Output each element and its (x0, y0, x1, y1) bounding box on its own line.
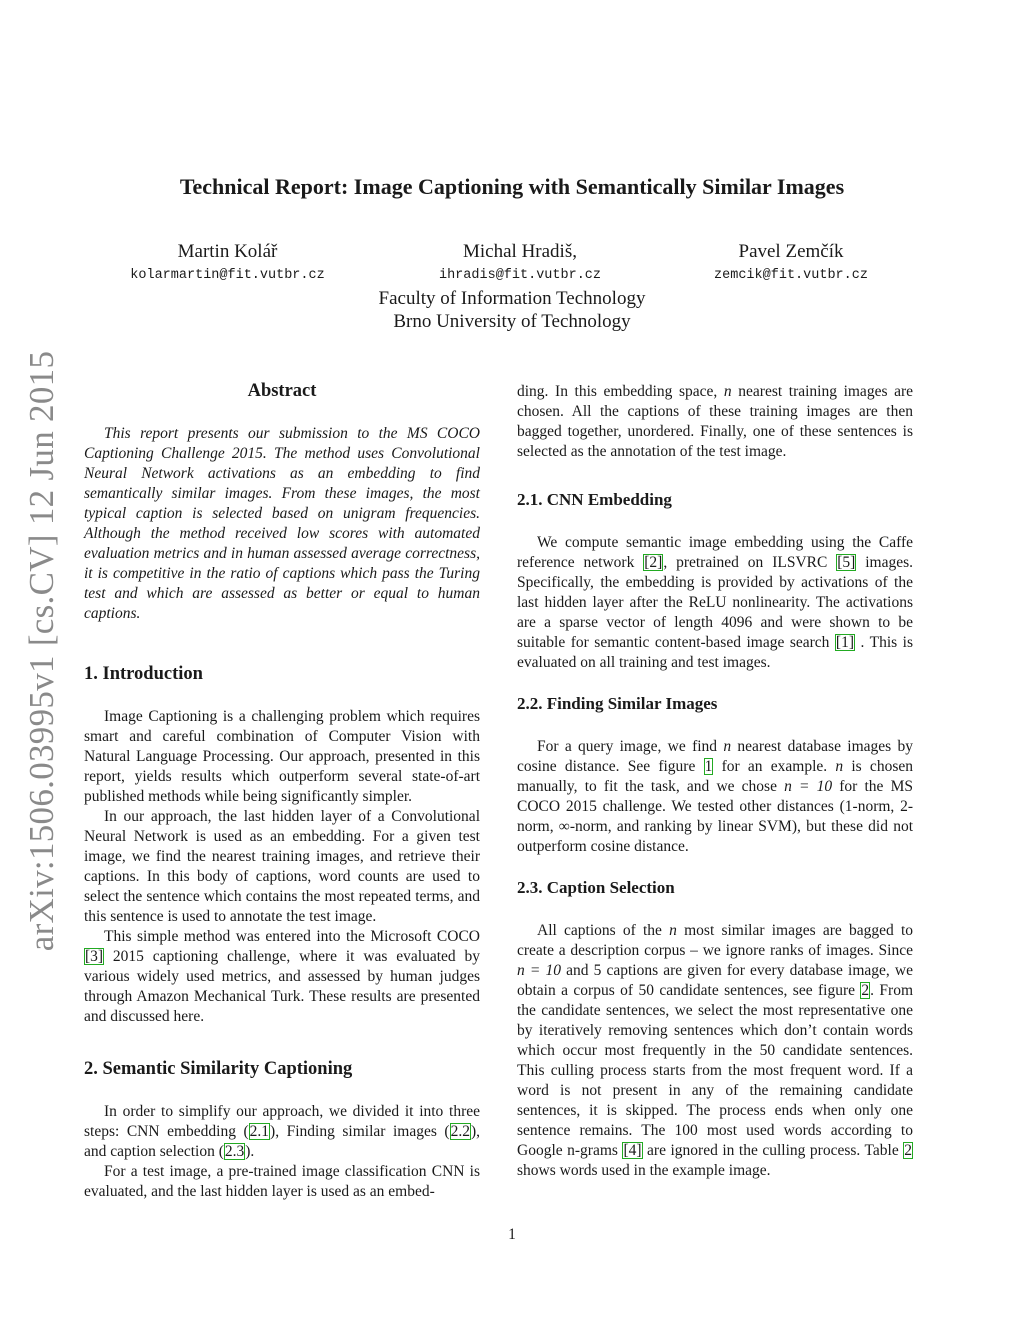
table-link[interactable]: 2 (904, 1142, 912, 1159)
text: We compute semantic image embedding using the Caffe reference network (517, 534, 913, 571)
text: , pretrained on ILSVRC (663, 554, 837, 571)
author-email[interactable]: ihradis@fit.vutbr.cz (438, 268, 602, 283)
affiliation-faculty: Faculty of Information Technology (378, 288, 646, 309)
page-number: 1 (508, 1226, 516, 1243)
cnn-embedding-section (517, 487, 913, 673)
semantic-paragraph-2: For a test image, a pre-trained image classification CNN is evaluated, and the last hidden layer is used as an embed- (84, 1163, 480, 1200)
continued-paragraph (517, 382, 913, 462)
abstract-section (84, 378, 480, 624)
text: candidate sentences, see figure (653, 982, 861, 999)
text: In order to simplify our approach, we divided it into three steps: CNN embedding ( (84, 1103, 480, 1140)
math-equation: n = 10 (517, 962, 561, 979)
caption-selection-paragraph (517, 921, 913, 1181)
finding-similar-paragraph (517, 737, 913, 857)
math-number: 50 (638, 982, 654, 999)
finding-similar-section (517, 691, 913, 857)
text: and were shown to be suitable for semantic content-based image search (517, 614, 914, 651)
cnn-embedding-paragraph (517, 533, 913, 673)
author-block (120, 240, 335, 288)
math-variable: n (723, 738, 732, 755)
text: is chosen manually, to fit the task, and we chose (517, 758, 913, 795)
cnn-embedding-heading: 2.1. CNN Embedding (517, 490, 672, 509)
text: All captions of the (537, 922, 670, 939)
citation-link[interactable]: [1] (835, 634, 854, 651)
citation-link[interactable]: [4] (623, 1142, 642, 1159)
text: most used words according to Google n-grams (517, 1122, 913, 1159)
text: ). (245, 1143, 255, 1160)
text: ), Finding similar images ( (270, 1123, 450, 1140)
author-block (420, 240, 620, 288)
text: . From the candidate sentences, we select the most representative one by iteratively removing sentences which don’t contain words which occur most frequently in the (517, 982, 914, 1059)
math-number: 100 (674, 1122, 698, 1139)
author-name: Martin Kolář (177, 241, 278, 262)
semantic-similarity-section (84, 1056, 480, 1202)
abstract-heading: Abstract (247, 381, 317, 401)
author-email[interactable]: zemcik@fit.vutbr.cz (714, 268, 868, 283)
text: nearest training images are chosen. All the captions of these training images are then bagged together, unordered. Finally, one of these sentences is selected as the annotation of the test image. (517, 383, 913, 460)
math-number: 50 (759, 1042, 776, 1059)
finding-similar-heading: 2.2. Finding Similar Images (517, 694, 718, 713)
text: . This is evaluated on all training and test images. (517, 634, 913, 671)
math-variable: n (669, 922, 677, 939)
introduction-section (84, 661, 480, 1027)
text: ding. In this embedding space, (517, 383, 724, 400)
text: for the MS COCO 2015 challenge. We tested other distances (1-norm, 2-norm, ∞-norm, and ranking by linear SVM), but these did not outperform cosine distance. (517, 778, 913, 855)
intro-paragraph-2: In our approach, the last hidden layer of a Convolutional Neural Network is used as an embedding. For a given test image, we find the nearest training images, and retrieve their captions. In this body of captions, word counts are used to select the sentence which contains the most repeated terms, and this sentence is used to annotate the test image. (84, 808, 480, 925)
math-variable: n (723, 383, 732, 400)
text: and 5 captions are given for every database image, we obtain a corpus of (517, 962, 914, 999)
text: ), and caption selection ( (84, 1123, 480, 1160)
abstract-text: This report presents our submission to the MS COCO Captioning Challenge 2015. The method uses Convolutional Neural Network activations as an embedding to find semantically similar images. From these images, the most typical caption is selected based on unigram frequencies. Although the method received low scores with automated evaluation metrics and in human assessed average correctness, it is competitive in the ratio of captions which pass the Turing test and which are assessed as better or equal to human captions. (84, 425, 480, 622)
arxiv-identifier[interactable]: arXiv:1506.03995v1 [cs.CV] 12 Jun 2015 (22, 350, 61, 952)
intro-paragraph-1: Image Captioning is a challenging problem which requires smart and careful combination of Computer Vision with Natural Language Processing. Our approach, presented in this report, yields results which outperform several state-of-art published methods while being significantly simpler. (84, 708, 480, 805)
citation-link[interactable]: [5] (837, 554, 856, 571)
text: 2015 captioning challenge, where it was evaluated by various widely used metrics, and assessed by human judges through Amazon Mechanical Turk. These results are presented and discussed here. (84, 948, 480, 1025)
citation-link[interactable]: [2] (644, 554, 663, 571)
math-equation: n = 10 (784, 778, 833, 795)
section-link[interactable]: 2.2 (450, 1123, 470, 1140)
author-email[interactable]: kolarmartin@fit.vutbr.cz (130, 268, 325, 283)
author-name: Pavel Zemčík (738, 241, 844, 262)
arxiv-sidebar (2, 350, 82, 952)
semantic-paragraph-1 (84, 1102, 480, 1162)
continued-text (517, 382, 913, 462)
figure-link[interactable]: 2 (861, 982, 870, 999)
author-name: Michal Hradiš, (463, 241, 577, 262)
text: nearest database images by cosine distance. See figure (517, 738, 913, 775)
affiliation-university: Brno University of Technology (393, 311, 631, 332)
figure-link[interactable]: 1 (704, 758, 713, 775)
citation-link[interactable]: [3] (85, 948, 104, 965)
author-block (705, 240, 877, 288)
semantic-similarity-heading: 2. Semantic Similarity Captioning (84, 1059, 353, 1079)
text: images. Specifically, the embedding is provided by activations of the last hidden layer after the ReLU nonlinearity. The activations are a sparse vector of length (517, 554, 913, 631)
caption-selection-section (517, 875, 913, 1181)
math-variable: n (835, 758, 844, 775)
text: are ignored in the culling process. Table (642, 1142, 904, 1159)
section-link[interactable]: 2.1 (249, 1123, 270, 1140)
section-link[interactable]: 2.3 (224, 1143, 245, 1160)
math-number: 4096 (721, 614, 753, 631)
text: for an example. (713, 758, 836, 775)
paper-title: Technical Report: Image Captioning with Semantically Similar Images (179, 174, 845, 199)
text: candidate sentences. This culling process starts from the most frequent word. If a word is not present in any of the remaining candidate sentences, it is skipped. The process ends when only one sentence remains. The (517, 1042, 913, 1139)
caption-selection-heading: 2.3. Caption Selection (517, 878, 675, 897)
introduction-heading: 1. Introduction (84, 664, 203, 684)
affiliation (0, 287, 1024, 333)
text: For a query image, we find (537, 738, 724, 755)
text: shows words used in the example image. (517, 1162, 771, 1179)
intro-paragraph-3 (84, 927, 480, 1027)
text: This simple method was entered into the Microsoft COCO (104, 928, 480, 945)
text: most similar images are bagged to create a description corpus – we ignore ranks of images. Since (517, 922, 913, 959)
